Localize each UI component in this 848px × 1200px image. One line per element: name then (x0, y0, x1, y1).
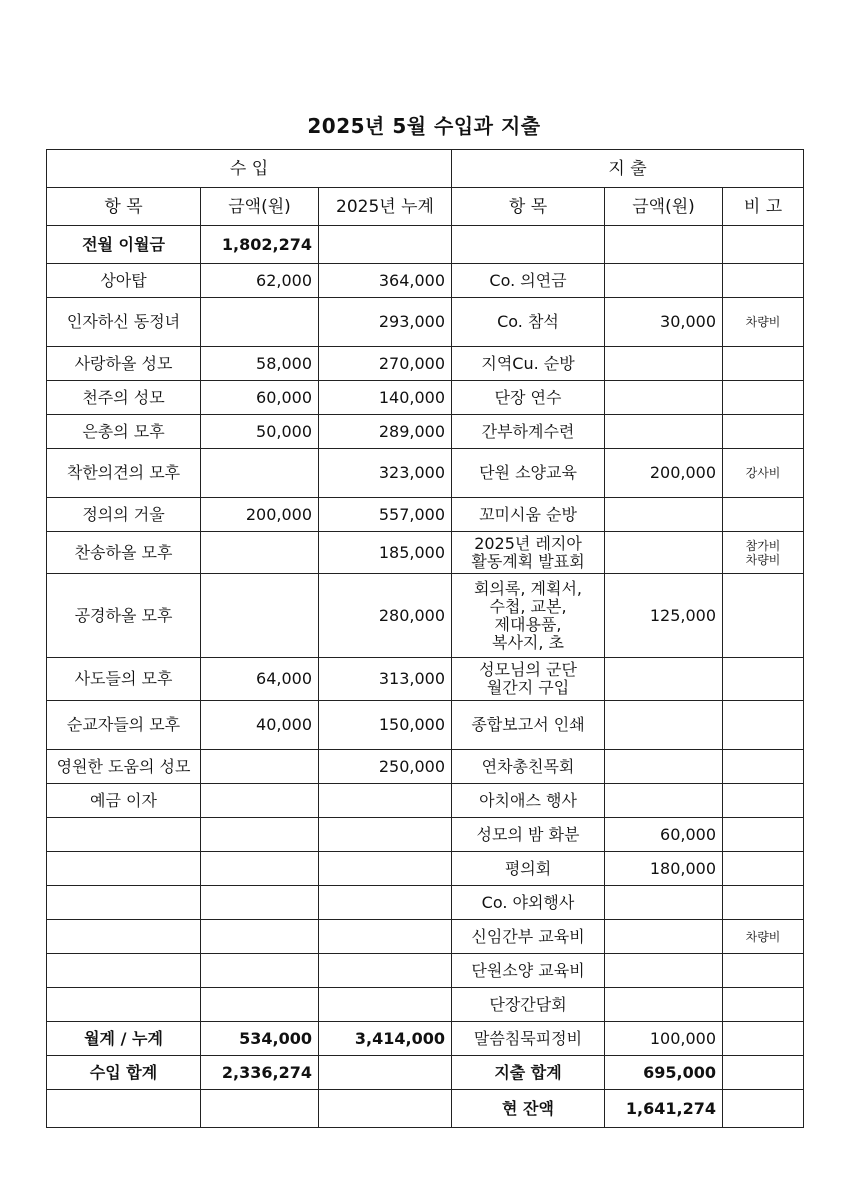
income-amount: 200,000 (201, 498, 319, 532)
grand-total-row (47, 1056, 804, 1090)
remark (723, 264, 804, 298)
table-row (47, 574, 804, 658)
expense-item: 단장간담회 (452, 988, 605, 1022)
expense-item-header: 항 목 (452, 188, 605, 226)
income-amount (201, 784, 319, 818)
expense-amount (605, 264, 723, 298)
income-item: 순교자들의 모후 (47, 701, 201, 750)
income-item: 영원한 도움의 성모 (47, 750, 201, 784)
expense-amount (605, 381, 723, 415)
income-item: 상아탑 (47, 264, 201, 298)
table-row (47, 264, 804, 298)
income-amount (201, 1090, 319, 1128)
income-cumulative (319, 988, 452, 1022)
table-row (47, 852, 804, 886)
expense-amount (605, 415, 723, 449)
expense-amount (605, 701, 723, 750)
income-cumulative: 3,414,000 (319, 1022, 452, 1056)
income-item (47, 920, 201, 954)
remark (723, 750, 804, 784)
expense-item-line: 제대용품, (494, 614, 562, 634)
income-cumulative (319, 818, 452, 852)
expense-amount: 125,000 (605, 574, 723, 658)
income-cumulative (319, 784, 452, 818)
income-amount (201, 750, 319, 784)
income-cumulative (319, 1090, 452, 1128)
income-amount (201, 532, 319, 574)
income-item (47, 1090, 201, 1128)
income-section-header: 수 입 (47, 150, 452, 188)
expense-item: 지역Cu. 순방 (452, 347, 605, 381)
expense-item: 단원 소양교육 (452, 449, 605, 498)
table-row (47, 988, 804, 1022)
income-item (47, 954, 201, 988)
income-amount (201, 988, 319, 1022)
page-title: 2025년 5월 수입과 지출 (307, 114, 541, 138)
income-cumulative: 250,000 (319, 750, 452, 784)
remark: 차량비 (723, 298, 804, 347)
income-cumulative (319, 954, 452, 988)
column-header-row (47, 188, 804, 226)
expense-item: 간부하계수련 (452, 415, 605, 449)
remark (723, 1056, 804, 1090)
remark: 차량비 (723, 920, 804, 954)
expense-item: Co. 야외행사 (452, 886, 605, 920)
remark-header: 비 고 (723, 188, 804, 226)
income-amount (201, 298, 319, 347)
table-row (47, 750, 804, 784)
income-cumulative: 270,000 (319, 347, 452, 381)
income-cumulative: 185,000 (319, 532, 452, 574)
remark (723, 574, 804, 658)
expense-item (452, 658, 605, 701)
expense-section-header: 지 출 (452, 150, 804, 188)
expense-amount (605, 658, 723, 701)
expense-item: 평의회 (452, 852, 605, 886)
expense-item-line: 회의록, 계획서, (474, 578, 583, 598)
income-item (47, 818, 201, 852)
remark (723, 954, 804, 988)
expense-item-line: 월간지 구입 (486, 678, 570, 697)
table-row (47, 532, 804, 574)
remark (723, 701, 804, 750)
income-amount: 58,000 (201, 347, 319, 381)
remark: 강사비 (723, 449, 804, 498)
table-row (47, 954, 804, 988)
remark (723, 415, 804, 449)
table-row (47, 226, 804, 264)
remark (723, 1022, 804, 1056)
expense-item-line: 복사지, 초 (492, 632, 565, 652)
table-row (47, 920, 804, 954)
income-item: 공경하올 모후 (47, 574, 201, 658)
income-total-label: 수입 합계 (47, 1056, 201, 1090)
expense-item (452, 574, 605, 658)
income-cumulative (319, 226, 452, 264)
income-item: 월계 / 누계 (47, 1022, 201, 1056)
income-item: 전월 이월금 (47, 226, 201, 264)
income-cumulative: 364,000 (319, 264, 452, 298)
balance-amount: 1,641,274 (605, 1090, 723, 1128)
expense-item: 종합보고서 인쇄 (452, 701, 605, 750)
expense-item-line: 수첩, 교본, (489, 596, 567, 616)
remark (723, 784, 804, 818)
income-amount (201, 574, 319, 658)
remark (723, 347, 804, 381)
remark (723, 658, 804, 701)
expense-amount (605, 954, 723, 988)
expense-item: 말씀침묵피정비 (452, 1022, 605, 1056)
income-item: 예금 이자 (47, 784, 201, 818)
income-amount: 1,802,274 (201, 226, 319, 264)
expense-amount (605, 886, 723, 920)
remark (723, 381, 804, 415)
remark-line: 차량비 (745, 552, 781, 567)
income-cumulative (319, 1056, 452, 1090)
income-amount (201, 920, 319, 954)
remark (723, 988, 804, 1022)
section-header-row (47, 150, 804, 188)
expense-item: 단장 연수 (452, 381, 605, 415)
income-cumulative: 280,000 (319, 574, 452, 658)
table-row (47, 298, 804, 347)
balance-row (47, 1090, 804, 1128)
expense-item: 신임간부 교육비 (452, 920, 605, 954)
income-item: 사도들의 모후 (47, 658, 201, 701)
expense-item: 성모의 밤 화분 (452, 818, 605, 852)
remark (723, 852, 804, 886)
income-cumulative: 289,000 (319, 415, 452, 449)
expense-item: Co. 참석 (452, 298, 605, 347)
income-cumulative: 323,000 (319, 449, 452, 498)
remark (723, 226, 804, 264)
remark (723, 818, 804, 852)
expense-amount: 200,000 (605, 449, 723, 498)
income-amount (201, 818, 319, 852)
income-amount (201, 954, 319, 988)
expense-item: 꼬미시움 순방 (452, 498, 605, 532)
table-row (47, 381, 804, 415)
expense-item-line: 활동계획 발표회 (471, 551, 585, 571)
table-row (47, 347, 804, 381)
remark (723, 1090, 804, 1128)
expense-item-line: 성모님의 군단 (479, 660, 577, 679)
expense-amount (605, 750, 723, 784)
income-cumulative: 557,000 (319, 498, 452, 532)
income-amount: 64,000 (201, 658, 319, 701)
expense-amount (605, 226, 723, 264)
expense-amount: 30,000 (605, 298, 723, 347)
table-row (47, 818, 804, 852)
income-item (47, 852, 201, 886)
income-amount: 50,000 (201, 415, 319, 449)
expense-amount (605, 988, 723, 1022)
income-amount (201, 886, 319, 920)
expense-item-line: 2025년 레지아 (474, 533, 582, 553)
income-cumulative (319, 886, 452, 920)
income-item (47, 988, 201, 1022)
expense-amount: 180,000 (605, 852, 723, 886)
remark-line: 참가비 (745, 538, 781, 553)
income-item (47, 886, 201, 920)
income-item: 사랑하올 성모 (47, 347, 201, 381)
income-amount: 40,000 (201, 701, 319, 750)
expense-item: 아치애스 행사 (452, 784, 605, 818)
income-item: 찬송하올 모후 (47, 532, 201, 574)
table-row (47, 658, 804, 701)
expense-total-label: 지출 합계 (452, 1056, 605, 1090)
expense-amount (605, 498, 723, 532)
expense-item: 연차총친목회 (452, 750, 605, 784)
income-item: 은총의 모후 (47, 415, 201, 449)
income-amount-header: 금액(원) (201, 188, 319, 226)
income-cumulative: 293,000 (319, 298, 452, 347)
expense-amount: 100,000 (605, 1022, 723, 1056)
income-item: 인자하신 동정녀 (47, 298, 201, 347)
expense-amount-header: 금액(원) (605, 188, 723, 226)
table-row (47, 449, 804, 498)
income-cumulative: 140,000 (319, 381, 452, 415)
expense-item: 단원소양 교육비 (452, 954, 605, 988)
remark (723, 498, 804, 532)
income-item: 착한의견의 모후 (47, 449, 201, 498)
income-item-header: 항 목 (47, 188, 201, 226)
cumulative-header: 2025년 누계 (319, 188, 452, 226)
income-cumulative: 313,000 (319, 658, 452, 701)
expense-amount: 60,000 (605, 818, 723, 852)
table-row (47, 415, 804, 449)
income-amount: 62,000 (201, 264, 319, 298)
expense-item: Co. 의연금 (452, 264, 605, 298)
expense-amount (605, 784, 723, 818)
income-item: 정의의 거울 (47, 498, 201, 532)
income-amount (201, 852, 319, 886)
table-row (47, 701, 804, 750)
expense-item (452, 532, 605, 574)
expense-amount (605, 347, 723, 381)
income-item: 천주의 성모 (47, 381, 201, 415)
income-amount: 534,000 (201, 1022, 319, 1056)
expense-amount (605, 920, 723, 954)
income-expense-table (46, 149, 804, 1128)
income-total-amount: 2,336,274 (201, 1056, 319, 1090)
income-cumulative (319, 920, 452, 954)
monthly-total-row (47, 1022, 804, 1056)
income-cumulative: 150,000 (319, 701, 452, 750)
balance-label: 현 잔액 (452, 1090, 605, 1128)
income-cumulative (319, 852, 452, 886)
table-row (47, 784, 804, 818)
remark (723, 532, 804, 574)
expense-total-amount: 695,000 (605, 1056, 723, 1090)
table-row (47, 498, 804, 532)
expense-item (452, 226, 605, 264)
table-row (47, 886, 804, 920)
remark (723, 886, 804, 920)
income-amount: 60,000 (201, 381, 319, 415)
income-amount (201, 449, 319, 498)
expense-amount (605, 532, 723, 574)
